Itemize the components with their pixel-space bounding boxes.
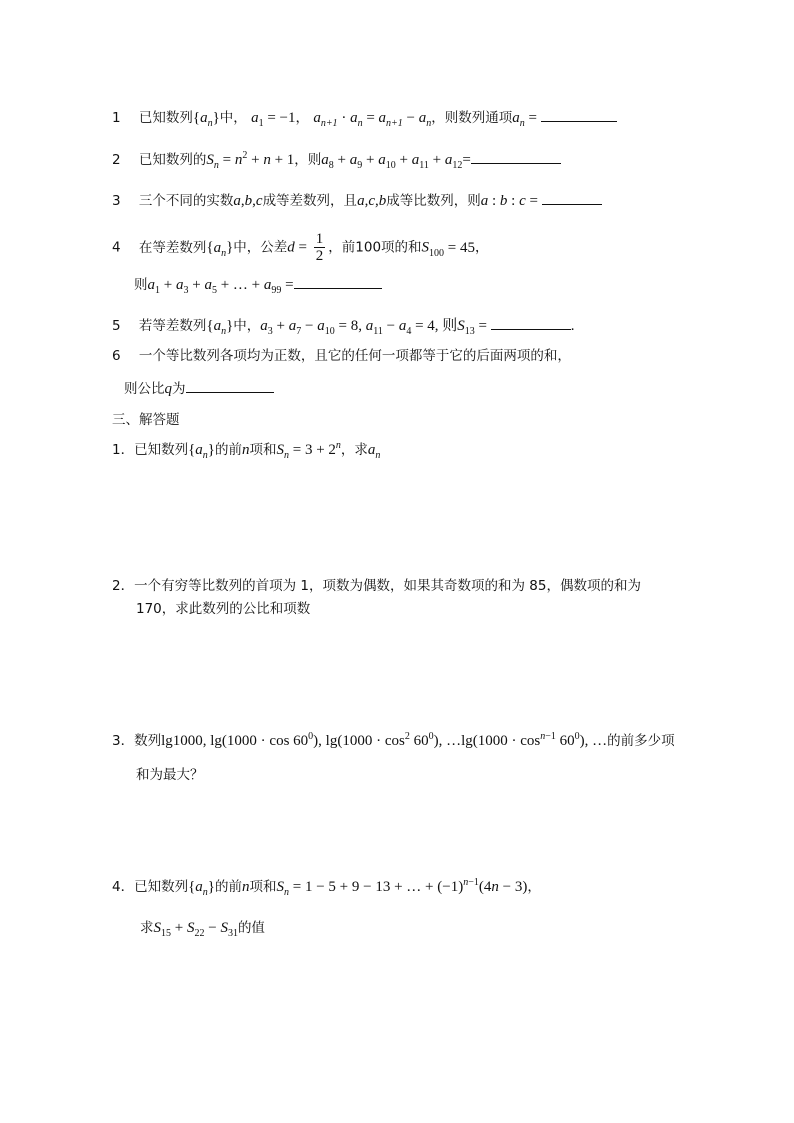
question-text: ， bbox=[295, 110, 310, 126]
question-text: 若等差数列 bbox=[138, 318, 207, 334]
problem-text: 项和 bbox=[249, 879, 277, 895]
fill-in-6-line2: 则公比q为 bbox=[124, 378, 274, 399]
question-text: 中， bbox=[233, 318, 261, 334]
fill-in-1: 1 已知数列$\{a_n\}$中， $a_1 = -1$， $a_{n+1} \cdot a_n = a_{n+1} - a_n$，则数列通项$a_n$ = bbox=[112, 107, 617, 128]
problem-text: 的前多少项 bbox=[607, 733, 675, 749]
question-number: 2 bbox=[112, 152, 121, 168]
problem-text: 求 bbox=[140, 920, 154, 936]
question-text: 一个等比数列各项均为正数，且它的任何一项都等于它的后面两项的和， bbox=[138, 348, 571, 364]
answer-blank[interactable] bbox=[294, 274, 382, 289]
problem-text: ，求 bbox=[340, 442, 368, 458]
question-text: ，前100项的和 bbox=[328, 239, 422, 256]
question-number: 1 bbox=[112, 110, 121, 126]
answer-blank[interactable] bbox=[186, 378, 274, 393]
question-text: 成等比数列，则 bbox=[386, 193, 481, 209]
question-text: 中， bbox=[219, 110, 247, 126]
question-text: 三个不同的实数 bbox=[138, 193, 234, 209]
problem-text: 已知数列 bbox=[134, 879, 189, 895]
problem-text: 一个有穷等比数列的首项为 1，项数为偶数，如果其奇数项的和为 85，偶数项的和为 bbox=[134, 578, 641, 594]
question-text: 中，公差 bbox=[233, 239, 288, 256]
answer-blank[interactable] bbox=[471, 149, 561, 164]
problem-3-line2: 和为最大？ bbox=[136, 767, 204, 783]
question-text: 已知数列 bbox=[138, 110, 193, 126]
problem-text: 项和 bbox=[249, 442, 277, 458]
problem-text: 数列 bbox=[134, 733, 162, 749]
problem-4-line2: 求$S_{15} + S_{22} - S_{31}$的值 bbox=[140, 920, 265, 939]
problem-3: 3．数列lg1000, $\lg(1000 \cdot \cos 60^0)$, $\lg(1000 \cdot \cos^2 60^0)$, …lg(1000 · $\cos^{n-1} 60^0$), …的前多少项 bbox=[112, 731, 675, 749]
problem-4: 4．已知数列$\{a_n\}$的前n项和$S_n = 1 - 5 + 9 - 13$ + … + $(-1)^{n-1}(4n - 3)$， bbox=[112, 877, 541, 898]
problem-2 bbox=[112, 576, 641, 596]
question-number: 3 bbox=[112, 193, 121, 209]
problem-text: ， bbox=[527, 879, 541, 895]
question-text: 在等差数列 bbox=[138, 239, 207, 256]
fill-in-4: 4 在等差数列$\{a_n\}$中，公差d = $\frac{1}{2}$ ，前100项的和$S_{100} = 45$， bbox=[112, 231, 489, 264]
section-title: 三、解答题 bbox=[112, 412, 180, 428]
problem-number: 1． bbox=[112, 442, 135, 458]
fill-in-3: 3 三个不同的实数a,b,c成等差数列，且a,c,b成等比数列，则a : b : c = bbox=[112, 190, 602, 211]
problem-number: 2． bbox=[112, 578, 135, 594]
answer-blank[interactable] bbox=[541, 107, 617, 122]
question-text: ，则 bbox=[294, 152, 322, 168]
question-number: 4 bbox=[112, 239, 121, 256]
question-text: 已知数列的 bbox=[138, 152, 207, 168]
question-number: 5 bbox=[112, 318, 121, 334]
fill-in-6 bbox=[112, 346, 571, 366]
answer-blank[interactable] bbox=[542, 190, 602, 205]
problem-text: 的值 bbox=[237, 920, 265, 936]
question-text: 则公比 bbox=[124, 381, 165, 397]
question-number: 6 bbox=[112, 348, 121, 364]
answer-blank[interactable] bbox=[491, 315, 571, 330]
problem-1: 1．已知数列$\{a_n\}$的前n项和$S_n = 3 + 2^n$，求$a_n$ bbox=[112, 440, 381, 461]
fill-in-4-line2: 则$a_1 + a_3 + a_5$ + … + $a_{99}$ = bbox=[134, 274, 382, 295]
question-text: 成等差数列，且 bbox=[262, 193, 358, 209]
problem-2-line2: 170，求此数列的公比和项数 bbox=[136, 601, 311, 617]
fill-in-2: 2 已知数列的$S_n = n^2 + n + 1$，则$a_8 + a_9 + a_{10} + a_{11} + a_{12}=$ bbox=[112, 149, 561, 170]
question-text: 为 bbox=[172, 381, 186, 397]
problem-number: 3． bbox=[112, 733, 135, 749]
problem-number: 4． bbox=[112, 879, 135, 895]
question-text: ， bbox=[475, 239, 489, 256]
fraction-one-half: $\frac{1}{2}$ bbox=[315, 231, 324, 264]
problem-text: 的前 bbox=[215, 442, 242, 458]
problem-text: 的前 bbox=[215, 879, 242, 895]
question-text: 则 bbox=[134, 277, 148, 293]
question-text: ，则数列通项 bbox=[431, 110, 513, 126]
problem-text: 已知数列 bbox=[134, 442, 189, 458]
fill-in-5: 5 若等差数列$\{a_n\}$中，$a_3 + a_7 - a_{10} = 8$, $a_{11} - a_4 = 4$, 则$S_{13}$ = . bbox=[112, 315, 575, 336]
